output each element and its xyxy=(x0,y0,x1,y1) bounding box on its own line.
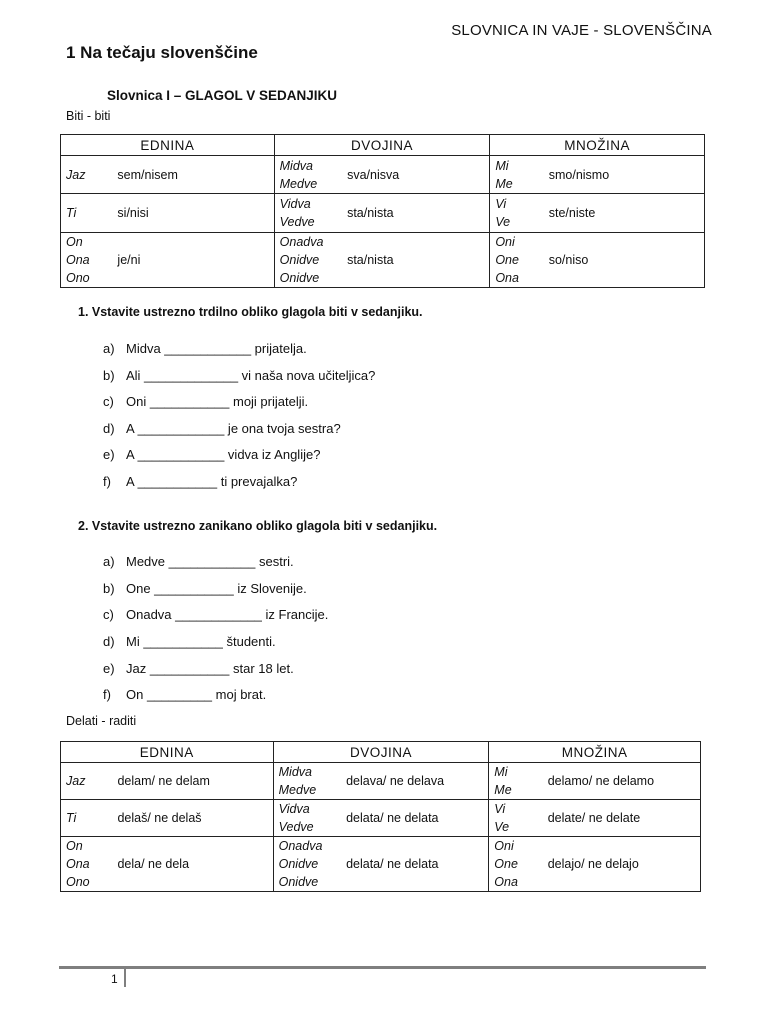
running-header: SLOVNICA IN VAJE - SLOVENŠČINA xyxy=(451,22,712,39)
verb-form-cell: ste/niste xyxy=(544,194,705,233)
pronoun-cell: Vi Ve xyxy=(490,194,544,233)
verb-form-cell: smo/nismo xyxy=(544,156,705,194)
verb-form-cell: sta/nista xyxy=(342,233,490,288)
verb-form-cell: delaš/ ne delaš xyxy=(112,800,273,837)
header-mnozina: MNOŽINA xyxy=(489,742,701,763)
table-row xyxy=(61,156,705,194)
header-ednina: EDNINA xyxy=(61,742,274,763)
exercise-item: b) Ali _____________ vi naša nova učiteljica? xyxy=(103,368,376,383)
exercise-item: f) On _________ moj brat. xyxy=(103,687,267,702)
pronoun-cell: Mi Me xyxy=(489,763,543,800)
pronoun-cell: Vidva Vedve xyxy=(274,194,342,233)
verb-form-cell: delata/ ne delata xyxy=(341,837,489,892)
table-row xyxy=(61,763,701,800)
pronoun-cell: Vidva Vedve xyxy=(273,800,341,837)
pronoun-cell: Ti xyxy=(61,194,113,233)
verb-form-cell: sta/nista xyxy=(342,194,490,233)
verb-form-cell: je/ni xyxy=(112,233,274,288)
page-number: 1 xyxy=(111,972,118,986)
verb-form-cell: sem/nisem xyxy=(112,156,274,194)
header-mnozina: MNOŽINA xyxy=(490,135,705,156)
exercise-item: f) A ___________ ti prevajalka? xyxy=(103,474,298,489)
pronoun-cell: Ti xyxy=(61,800,113,837)
verb-form-cell: sva/nisva xyxy=(342,156,490,194)
header-dvojina: DVOJINA xyxy=(274,135,490,156)
conjugation-table-biti xyxy=(60,134,705,288)
section-title: Slovnica I – GLAGOL V SEDANJIKU xyxy=(107,88,338,103)
pronoun-cell: On Ona Ono xyxy=(61,837,113,892)
pronoun-cell: Onadva Onidve Onidve xyxy=(274,233,342,288)
page-number-divider xyxy=(124,969,126,987)
chapter-title: 1 Na tečaju slovenščine xyxy=(66,43,258,62)
exercise-item: c) Onadva ____________ iz Francije. xyxy=(103,607,329,622)
pronoun-cell: Oni One Ona xyxy=(490,233,544,288)
exercise-item: a) Medve ____________ sestri. xyxy=(103,554,294,569)
pronoun-cell: Jaz xyxy=(61,763,113,800)
pronoun-cell: Vi Ve xyxy=(489,800,543,837)
pronoun-cell: Midva Medve xyxy=(273,763,341,800)
exercise-item: d) A ____________ je ona tvoja sestra? xyxy=(103,421,341,436)
exercise-item: b) One ___________ iz Slovenije. xyxy=(103,581,307,596)
header-ednina: EDNINA xyxy=(61,135,275,156)
conjugation-table-delati xyxy=(60,741,701,892)
pronoun-cell: On Ona Ono xyxy=(61,233,113,288)
exercise-2-instruction: 2. Vstavite ustrezno zanikano obliko glagola biti v sedanjiku. xyxy=(78,519,438,533)
footer-rule xyxy=(59,966,706,969)
header-dvojina: DVOJINA xyxy=(273,742,489,763)
table-row xyxy=(61,233,705,288)
pronoun-cell: Onadva Onidve Onidve xyxy=(273,837,341,892)
verb-form-cell: si/nisi xyxy=(112,194,274,233)
table-row xyxy=(61,194,705,233)
pronoun-cell: Oni One Ona xyxy=(489,837,543,892)
verb-form-cell: delata/ ne delata xyxy=(341,800,489,837)
exercise-item: a) Midva ____________ prijatelja. xyxy=(103,341,307,356)
table-row xyxy=(61,837,701,892)
pronoun-cell: Jaz xyxy=(61,156,113,194)
table-row xyxy=(61,800,701,837)
verb-form-cell: dela/ ne dela xyxy=(112,837,273,892)
verb1-label: Biti - biti xyxy=(66,109,111,123)
pronoun-cell: Mi Me xyxy=(490,156,544,194)
verb-form-cell: delam/ ne delam xyxy=(112,763,273,800)
verb-form-cell: so/niso xyxy=(544,233,705,288)
exercise-item: e) Jaz ___________ star 18 let. xyxy=(103,661,294,676)
verb-form-cell: delava/ ne delava xyxy=(341,763,489,800)
exercise-item: e) A ____________ vidva iz Anglije? xyxy=(103,447,321,462)
verb2-label: Delati - raditi xyxy=(66,714,137,728)
exercise-item: c) Oni ___________ moji prijatelji. xyxy=(103,394,309,409)
exercise-item: d) Mi ___________ študenti. xyxy=(103,634,276,649)
verb-form-cell: delate/ ne delate xyxy=(543,800,701,837)
pronoun-cell: Midva Medve xyxy=(274,156,342,194)
verb-form-cell: delajo/ ne delajo xyxy=(543,837,701,892)
exercise-1-instruction: 1. Vstavite ustrezno trdilno obliko glagola biti v sedanjiku. xyxy=(78,305,423,319)
verb-form-cell: delamo/ ne delamo xyxy=(543,763,701,800)
